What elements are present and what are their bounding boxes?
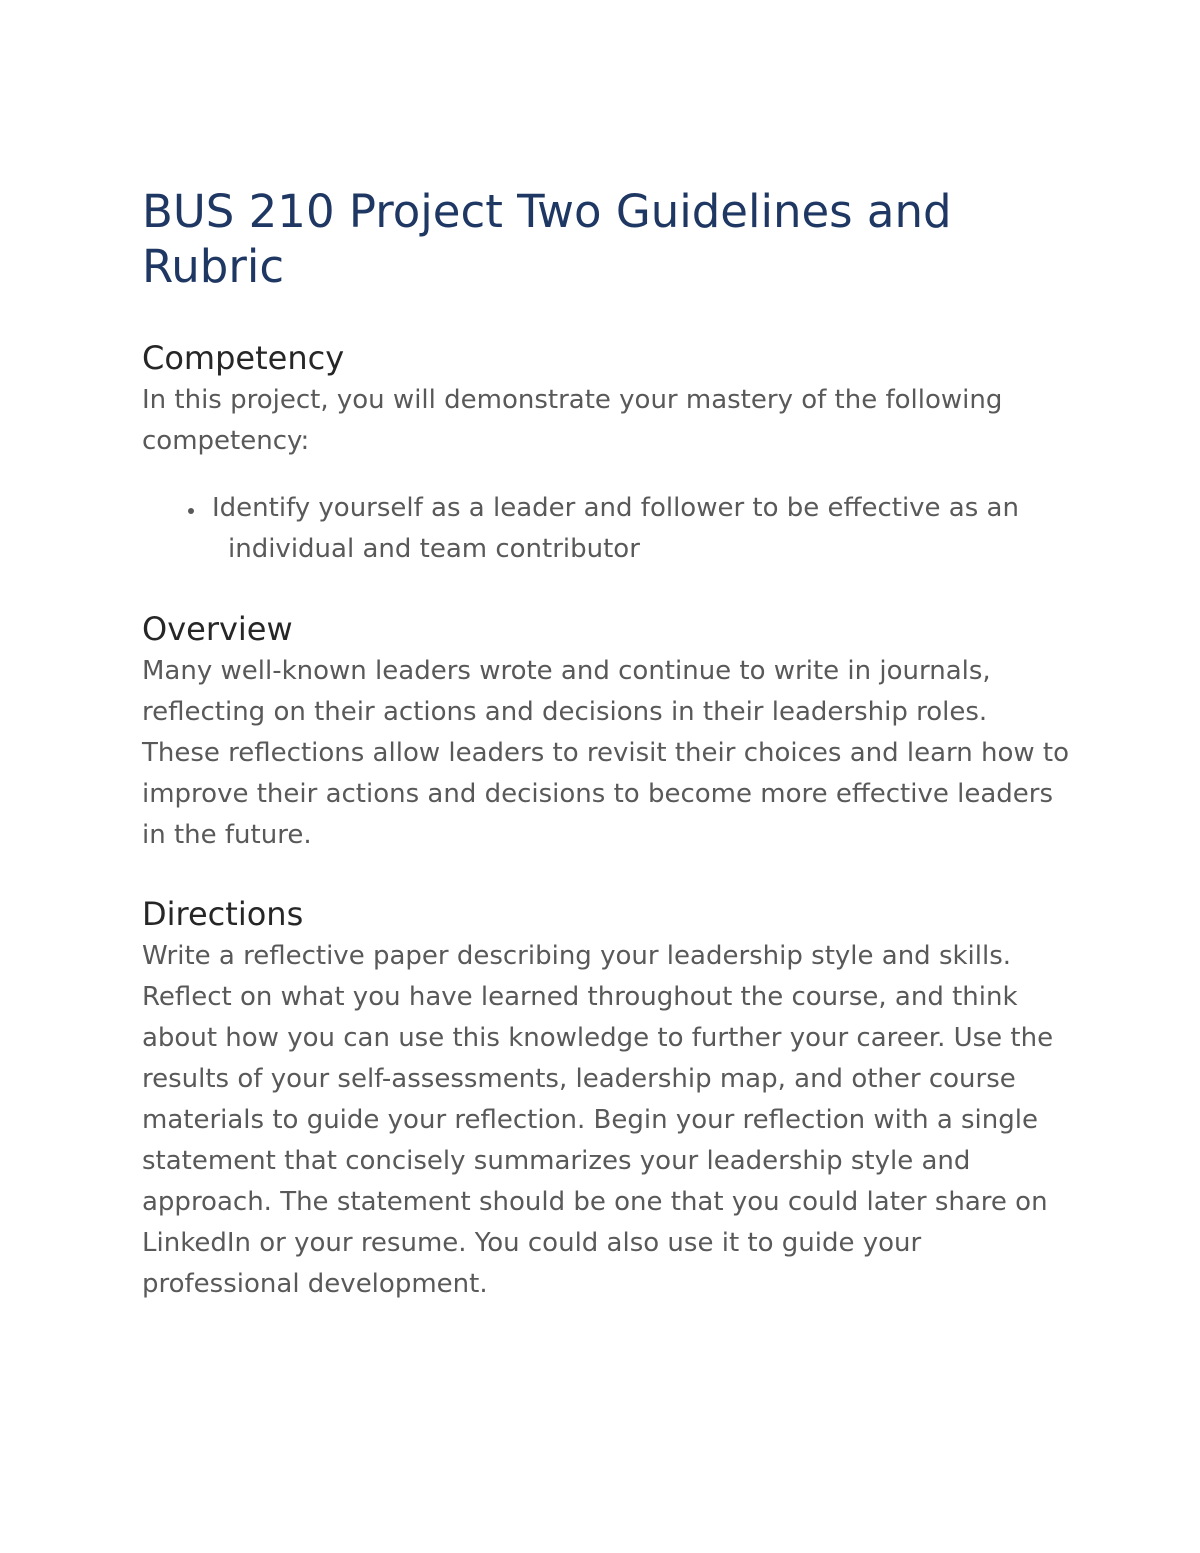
overview-heading: Overview — [142, 610, 293, 648]
document-page — [142, 184, 1072, 1305]
competency-intro: In this project, you will demonstrate your mastery of the following competency: — [142, 385, 1003, 456]
competency-list — [142, 488, 1072, 570]
document-title: BUS 210 Project Two Guidelines and Rubric — [142, 185, 952, 293]
directions-heading: Directions — [142, 895, 304, 933]
bullet-icon — [188, 508, 194, 514]
competency-item-text: Identify yourself as a leader and follower to be effective as an individual and team contributor — [212, 493, 1019, 564]
directions-body: Write a reflective paper describing your leadership style and skills. Reflect on what you have learned throughout the course, and think about how you can use this knowledge to further your career. Use the results of your self-assessments, leadership map, and other course materials to guide your reflection. Begin your reflection with a single statement that concisely summarizes your leadership style and approach. The statement should be one that you could later share on LinkedIn or your resume. You could also use it to guide your professional development. — [142, 941, 1054, 1299]
competency-list-item — [142, 488, 1072, 570]
competency-heading: Competency — [142, 339, 345, 377]
overview-body: Many well-known leaders wrote and continue to write in journals, reflecting on their actions and decisions in their leadership roles. These reflections allow leaders to revisit their choices and learn how to improve their actions and decisions to become more effective leaders in the future. — [142, 656, 1070, 850]
